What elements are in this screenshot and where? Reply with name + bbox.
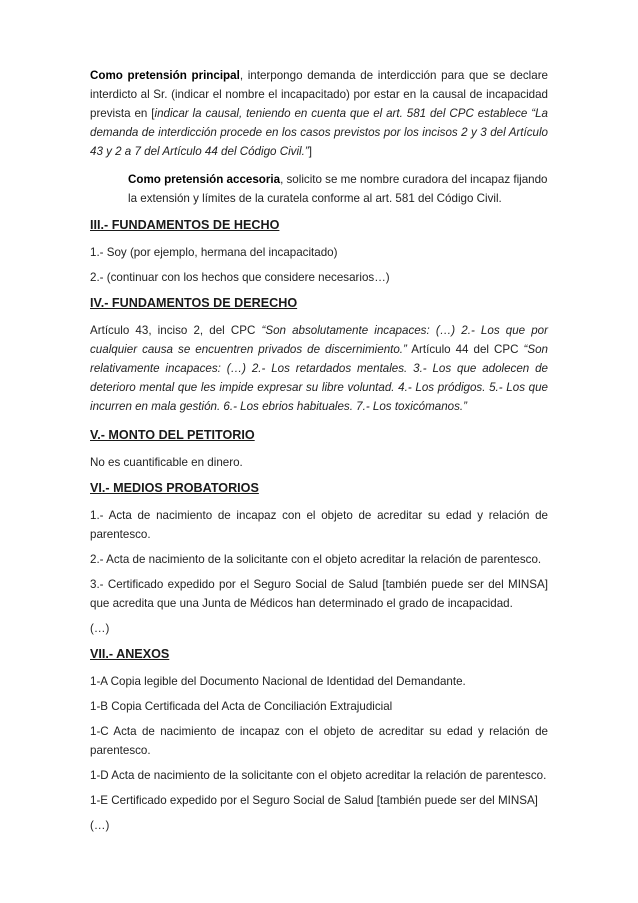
pretension-principal-paragraph bbox=[90, 66, 548, 161]
pretension-principal-close: ] bbox=[308, 145, 312, 158]
medios-item: 2.- Acta de nacimiento de la solicitante con el objeto acreditar la relación de parentesco. bbox=[90, 553, 542, 566]
derecho-italic-2: “Son relativamente incapaces: (…) 2.- Los retardados mentales. 3.- Los que adolecen de deterioro mental que les impide expresar su libre voluntad. 4.- Los pródigos. 5.- Los que incurren en mala gestión. 6.- Los ebrios habituales. 7.- Los toxicómanos.” bbox=[90, 343, 548, 413]
pretension-accesoria-text: , solicito se me nombre curadora del incapaz fijando la extensión y límites de la curatela conforme al art. 581 del Código Civil. bbox=[128, 173, 548, 205]
hechos-heading: III.- FUNDAMENTOS DE HECHO bbox=[90, 218, 280, 232]
anexos-item: 1-E Certificado expedido por el Seguro Social de Salud [también puede ser del MINSA] bbox=[90, 794, 538, 807]
pretension-principal-italic: indicar la causal, teniendo en cuenta que el art. 581 del CPC establece “La demanda de interdicción procede en los casos previstos por los incisos 2 y 3 del Artículo 43 y 2 a 7 del Artículo 44 del Código Civil.” bbox=[90, 107, 548, 158]
anexos-item: 1-A Copia legible del Documento Nacional de Identidad del Demandante. bbox=[90, 675, 466, 688]
anexos-item: (…) bbox=[90, 819, 110, 832]
anexos-item: 1-D Acta de nacimiento de la solicitante con el objeto acreditar la relación de parentesco. bbox=[90, 769, 547, 782]
anexos-item: 1-C Acta de nacimiento de incapaz con el objeto de acreditar su edad y relación de parentesco. bbox=[90, 725, 548, 757]
document-page bbox=[90, 66, 548, 841]
anexos-heading: VII.- ANEXOS bbox=[90, 647, 170, 661]
derecho-text-2: Artículo 44 del CPC bbox=[406, 343, 524, 356]
anexos-item: 1-B Copia Certificada del Acta de Conciliación Extrajudicial bbox=[90, 700, 393, 713]
hechos-item: 1.- Soy (por ejemplo, hermana del incapacitado) bbox=[90, 246, 338, 259]
derecho-text-1: Artículo 43, inciso 2, del CPC bbox=[90, 324, 262, 337]
hechos-item: 2.- (continuar con los hechos que considere necesarios…) bbox=[90, 271, 390, 284]
derecho-paragraph bbox=[90, 321, 548, 416]
monto-text: No es cuantificable en dinero. bbox=[90, 456, 243, 469]
derecho-italic-1: “Son absolutamente incapaces: (…) 2.- Los que por cualquier causa se encuentren privados de discernimiento.” bbox=[90, 324, 548, 356]
medios-item: 1.- Acta de nacimiento de incapaz con el objeto de acreditar su edad y relación de parentesco. bbox=[90, 509, 548, 541]
medios-item: 3.- Certificado expedido por el Seguro Social de Salud [también puede ser del MINSA] que acredita que una Junta de Médicos han determinado el grado de incapacidad. bbox=[90, 578, 548, 610]
monto-heading: V.- MONTO DEL PETITORIO bbox=[90, 428, 255, 442]
pretension-principal-label: Como pretensión principal bbox=[90, 69, 240, 82]
medios-item: (…) bbox=[90, 622, 110, 635]
pretension-accesoria-label: Como pretensión accesoria bbox=[128, 173, 281, 186]
pretension-principal-text: , interpongo demanda de interdicción para que se declare interdicto al Sr. (indicar el nombre el incapacitado) por estar en la causal de incapacidad prevista en [ bbox=[90, 69, 549, 120]
pretension-accesoria-paragraph bbox=[128, 170, 548, 208]
medios-heading: VI.- MEDIOS PROBATORIOS bbox=[90, 481, 259, 495]
derecho-heading: IV.- FUNDAMENTOS DE DERECHO bbox=[90, 296, 298, 310]
